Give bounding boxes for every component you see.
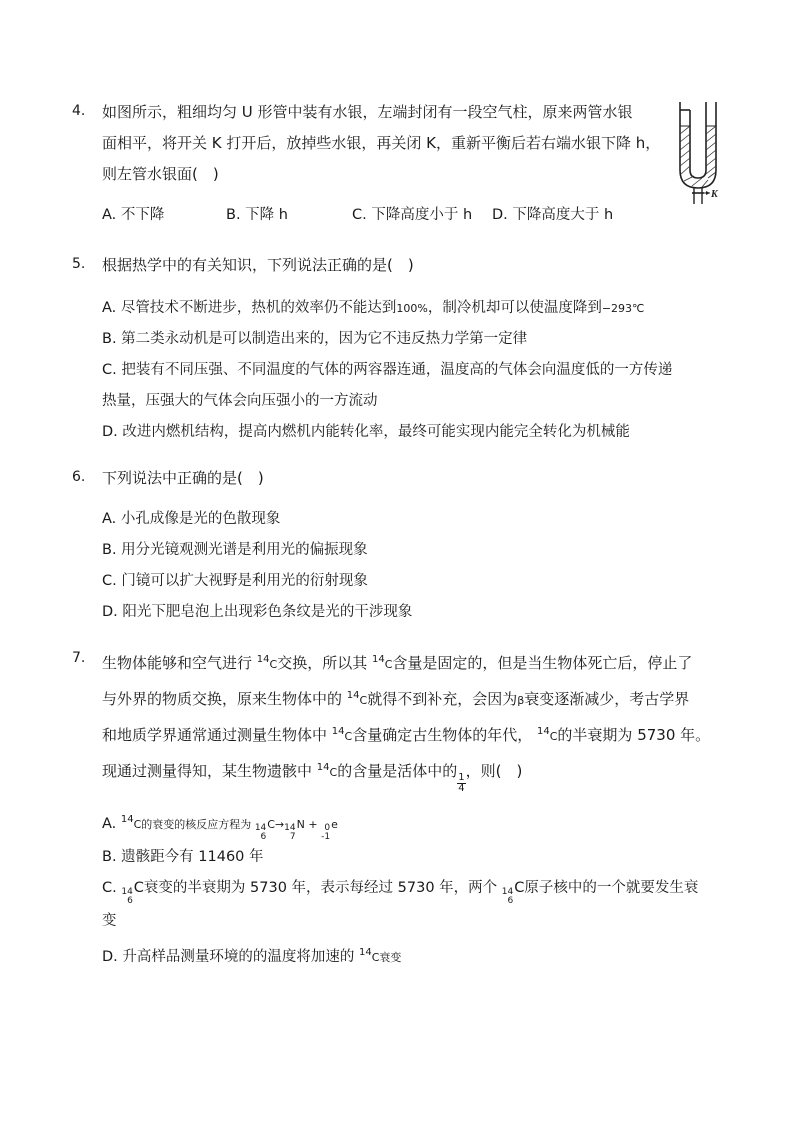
question-5 [72,250,732,448]
question-number: 4. [72,103,86,119]
option-d: D. 改进内燃机结构，提高内燃机内能转化率，最终可能实现内能完全转化为机械能 [102,424,630,440]
question-7-line-1: 生物体能够和空气进行 $^{14}$C交换，所以其 $^{14}$C含量是固定的，但是当生物体死亡后，停止了 [102,654,693,672]
option-c: C. 下降高度小于 h [352,207,473,223]
question-7-line-2: 与外界的物质交换，原来生物体中的 $^{14}$C就得不到补充，会因为β衰变逐渐减少，考古学界 [102,690,690,708]
option-c: C. 门镜可以扩大视野是利用光的衍射现象 [102,573,368,589]
question-4 [72,97,732,230]
option-c-line-2: 变 [102,913,117,929]
question-number: 5. [72,256,86,272]
question-6 [72,463,732,628]
option-a: A. $^{14}$C的衰变的核反应方程为 14 6 C→ 14 7 N + 0 -1 e [102,814,338,842]
question-4-line-2: 面相平，将开关 K 打开后，放掉些水银，再关闭 K，重新平衡后若右端水银下降 h， [102,134,661,152]
option-d: D. 下降高度大于 h [492,207,614,223]
question-number: 7. [72,650,86,666]
question-7-line-4: 现通过测量得知，某生物遗骸中 $^{14}$C的含量是活体中的 $\frac{1}{4}$ ，则( ) [102,762,523,794]
option-d: D. 阳光下肥皂泡上出现彩色条纹是光的干涉现象 [102,604,413,620]
fraction: $\frac{1}{4}$ [458,772,465,794]
option-b: B. 遗骸距今有 11460 年 [102,849,264,865]
option-b: B. 下降 h [226,207,288,223]
option-c-line-1: C. 把装有不同压强、不同温度的气体的两容器连通，温度高的气体会向温度低的一方传递 [102,362,673,378]
option-a: A. 小孔成像是光的色散现象 [102,511,281,527]
u-tube-diagram [670,100,730,205]
option-d: D. 升高样品测量环境的的温度将加速的 $^{14}$C衰变 [102,947,402,965]
valve-label: K [711,189,718,200]
question-7 [72,644,732,973]
option-b: B. 用分光镜观测光谱是利用光的偏振现象 [102,542,368,558]
question-5-stem: 根据热学中的有关知识，下列说法正确的是( ) [102,256,414,274]
question-7-line-3: 和地质学界通常通过测量生物体中 $^{14}$C含量确定古生物体的年代， $^{14}$C的半衰期为 5730 年。 [102,726,711,744]
option-c-line-1: C. 14 6 C衰变的半衰期为 5730 年，表示每经过 5730 年，两个 14 6 C原子核中的一个就要发生衰 [102,880,699,906]
question-number: 6. [72,469,86,485]
option-a: A. 不下降 [102,207,165,223]
question-4-line-3: 则左管水银面( ) [102,165,219,183]
option-b: B. 第二类永动机是可以制造出来的，因为它不违反热力学第一定律 [102,331,528,347]
option-a: A. 尽管技术不断进步，热机的效率仍不能达到100%，制冷机却可以使温度降到−293℃ [102,300,645,316]
question-4-line-1: 如图所示，粗细均匀 U 形管中装有水银，左端封闭有一段空气柱，原来两管水银 [102,103,633,121]
option-c-line-2: 热量，压强大的气体会向压强小的一方流动 [102,393,378,409]
question-6-stem: 下列说法中正确的是( ) [102,469,264,487]
